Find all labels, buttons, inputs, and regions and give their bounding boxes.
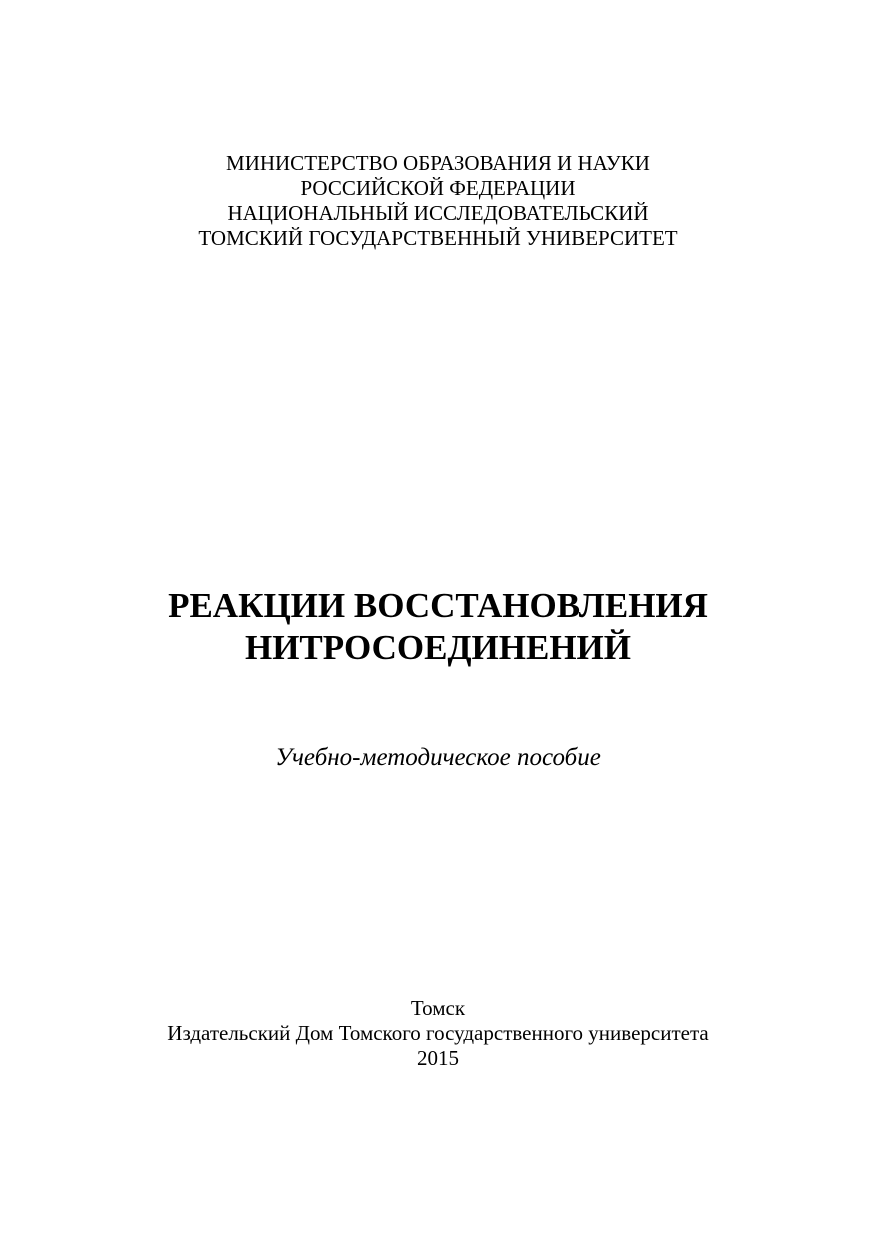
institution-line: РОССИЙСКОЙ ФЕДЕРАЦИИ: [300, 176, 576, 200]
imprint-city: Томск: [410, 996, 466, 1020]
institution-line: НАЦИОНАЛЬНЫЙ ИССЛЕДОВАТЕЛЬСКИЙ: [227, 201, 649, 225]
imprint-year: 2015: [417, 1046, 459, 1070]
title-line: НИТРОСОЕДИНЕНИЙ: [244, 628, 631, 667]
imprint: [0, 996, 876, 1071]
institution-line: ТОМСКИЙ ГОСУДАРСТВЕННЫЙ УНИВЕРСИТЕТ: [198, 226, 678, 250]
institution-line: МИНИСТЕРСТВО ОБРАЗОВАНИЯ И НАУКИ: [226, 151, 650, 175]
institution-header: [0, 151, 876, 251]
imprint-publisher: Издательский Дом Томского государственного университета: [167, 1021, 709, 1045]
document-title: [0, 585, 876, 669]
title-line: РЕАКЦИИ ВОССТАНОВЛЕНИЯ: [168, 586, 708, 625]
document-subtitle: Учебно-методическое пособие: [275, 744, 601, 771]
